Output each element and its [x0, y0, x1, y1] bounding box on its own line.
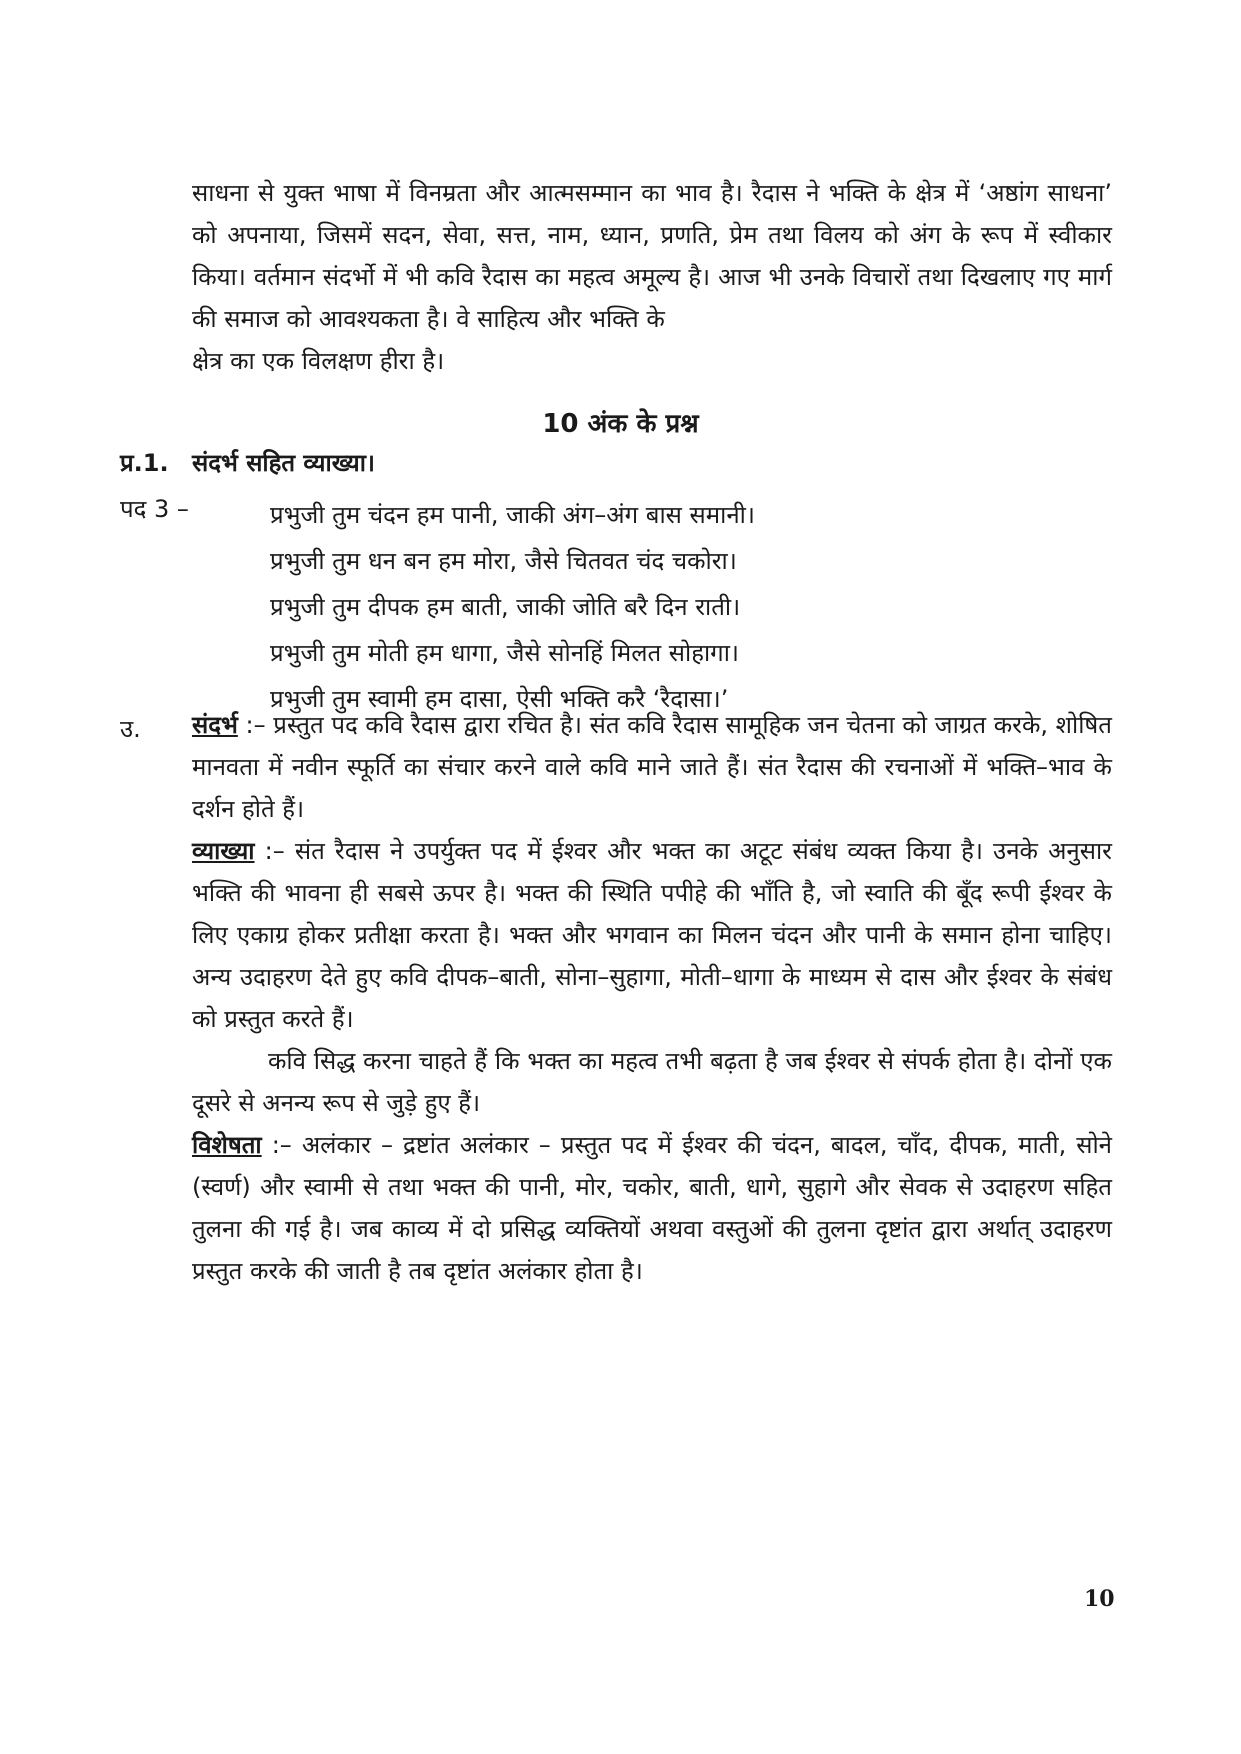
verse-line: प्रभुजी तुम धन बन हम मोरा, जैसे चितवत चंद चकोरा। [270, 547, 737, 575]
page-number: 10 [1084, 1586, 1115, 1612]
sandarbh-paragraph [192, 704, 1112, 830]
verse-line: प्रभुजी तुम स्वामी हम दासा, ऐसी भक्ति करै ‘रैदासा।’ [270, 685, 729, 713]
sandarbh-keyword: संदर्भ [192, 711, 238, 739]
visheshta-paragraph [192, 1124, 1112, 1292]
intro-paragraph-text: साधना से युक्त भाषा में विनम्रता और आत्मसम्मान का भाव है। रैदास ने भक्ति के क्षेत्र में ‘अष्ठांग साधना’ को अपनाया, जिसमें सदन, सेवा, सत्त, नाम, ध्यान, प्रणति, प्रेम तथा विलय को अंग के रूप में स्वीकार किया। वर्तमान संदर्भो में भी कवि रैदास का महत्व अमूल्य है। आज भी उनके विचारों तथा दिखलाए गए मार्ग की समाज को आवश्यकता है। वे साहित्य और भक्ति के [192, 179, 1112, 333]
visheshta-keyword: विशेषता [192, 1131, 262, 1159]
verse-line: प्रभुजी तुम दीपक हम बाती, जाकी जोति बरै दिन राती। [270, 593, 741, 621]
sandarbh-text: :– प्रस्तुत पद कवि रैदास द्वारा रचित है। संत कवि रैदास सामूहिक जन चेतना को जाग्रत करके, शोषित मानवता में नवीन स्फूर्ति का संचार करने वाले कवि माने जाते हैं। संत रैदास की रचनाओं में भक्ति–भाव के दर्शन होते हैं। [192, 711, 1112, 823]
vyakhya-keyword: व्याख्या [192, 837, 255, 865]
pad-label: पद 3 – [120, 495, 189, 523]
verse-line: प्रभुजी तुम मोती हम धागा, जैसे सोनहिं मिलत सोहागा। [270, 639, 740, 667]
verse-line: प्रभुजी तुम चंदन हम पानी, जाकी अंग–अंग बास समानी। [270, 501, 755, 529]
vyakhya-text: :– संत रैदास ने उपर्युक्त पद में ईश्वर और भक्त का अटूट संबंध व्यक्त किया है। उनके अनुसार भक्ति की भावना ही सबसे ऊपर है। भक्त की स्थिति पपीहे की भाँति है, जो स्वाति की बूँद रूपी ईश्वर के लिए एकाग्र होकर प्रतीक्षा करता है। भक्त और भगवान का मिलन चंदन और पानी के समान होना चाहिए। अन्य उदाहरण देते हुए कवि दीपक–बाती, सोना–सुहागा, मोती–धागा के माध्यम से दास और ईश्वर के संबंध को प्रस्तुत करते हैं। [192, 837, 1112, 1033]
visheshta-text: :– अलंकार – द्रष्टांत अलंकार – प्रस्तुत पद में ईश्वर की चंदन, बादल, चाँद, दीपक, माती, सोने (स्वर्ण) और स्वामी से तथा भक्त की पानी, मोर, चकोर, बाती, धागे, सुहागे और सेवक से उदाहरण सहित तुलना की गई है। जब काव्य में दो प्रसिद्ध व्यक्तियों अथवा वस्तुओं की तुलना दृष्टांत द्वारा अर्थात् उदाहरण प्रस्तुत करके की जाती है तब दृष्टांत अलंकार होता है। [192, 1131, 1112, 1285]
vyakhya-paragraph [192, 830, 1112, 1040]
question-label: प्र.1. [120, 449, 169, 477]
answer-body [192, 704, 1112, 1292]
vyakhya-paragraph-2: कवि सिद्ध करना चाहते हैं कि भक्त का महत्व तभी बढ़ता है जब ईश्वर से संपर्क होता है। दोनों एक दूसरे से अनन्य रूप से जुड़े हुए हैं। [192, 1047, 1112, 1117]
section-heading: 10 अंक के प्रश्न [542, 409, 699, 439]
intro-paragraph-last-line: क्षेत्र का एक विलक्षण हीरा है। [192, 347, 445, 375]
pad-verses [270, 492, 755, 722]
answer-label: उ. [120, 715, 141, 743]
question-text: संदर्भ सहित व्याख्या। [192, 449, 376, 477]
intro-paragraph [192, 172, 1112, 382]
